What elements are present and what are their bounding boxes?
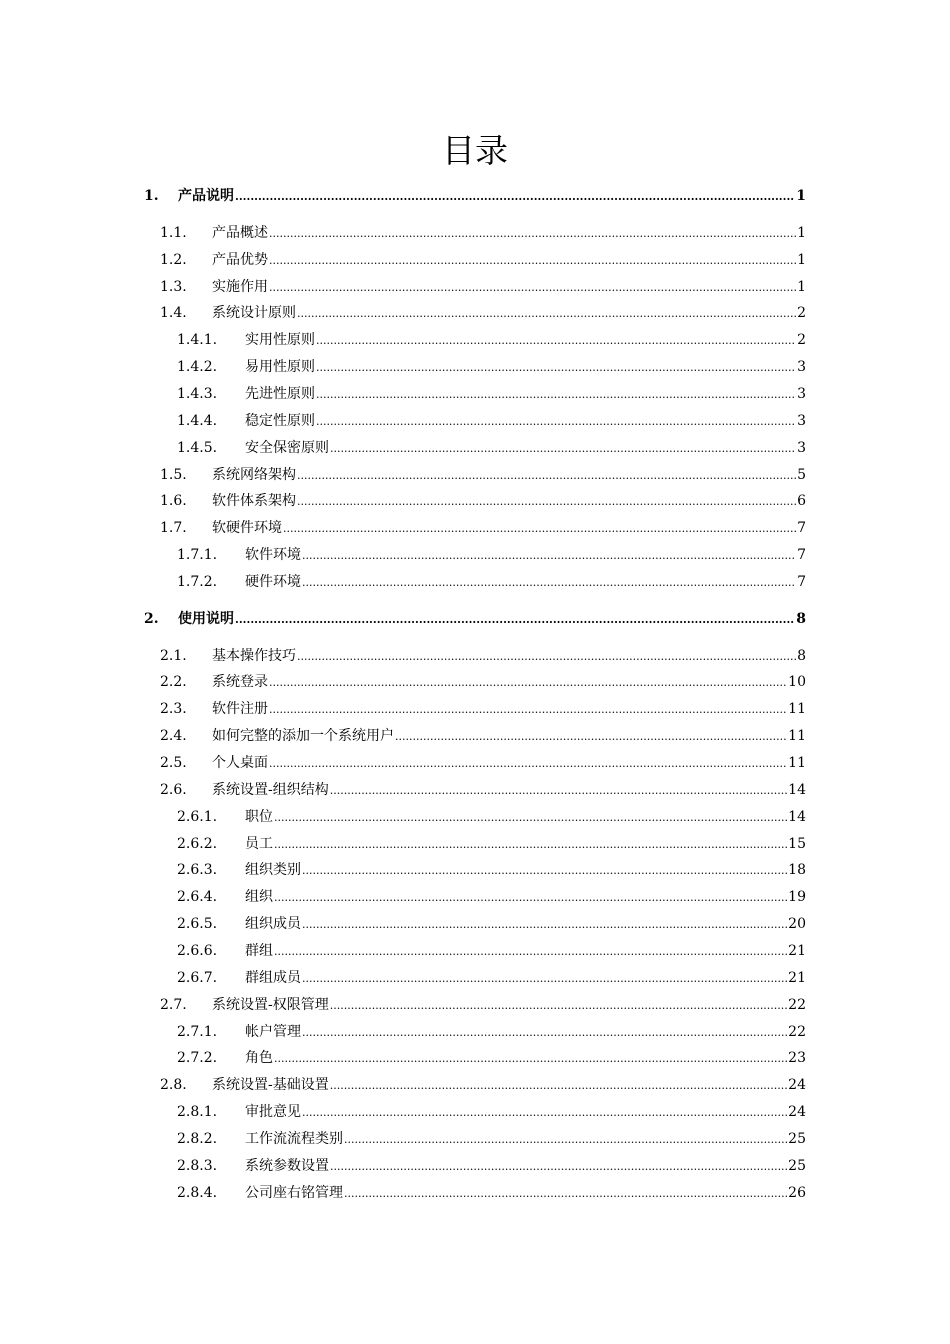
toc-entry-title: 稳定性原则 bbox=[245, 413, 315, 429]
toc-entry-number: 2.4. bbox=[160, 728, 187, 744]
toc-entry-title: 产品概述 bbox=[212, 225, 268, 241]
toc-entry-number: 1.7.2. bbox=[177, 574, 218, 590]
toc-entry[interactable] bbox=[177, 1128, 806, 1150]
toc-entry-title: 系统设置-组织结构 bbox=[212, 782, 329, 798]
toc-entry-title: 先进性原则 bbox=[245, 386, 315, 402]
toc-entry[interactable] bbox=[177, 383, 806, 405]
toc-dot-leader bbox=[330, 995, 787, 1017]
toc-entry-page-number: 11 bbox=[788, 755, 806, 771]
toc-entry[interactable] bbox=[177, 1182, 806, 1204]
toc-entry-page-number: 25 bbox=[788, 1158, 806, 1174]
toc-entry-title: 帐户管理 bbox=[245, 1024, 301, 1040]
toc-entry-page-number: 25 bbox=[788, 1131, 806, 1147]
toc-dot-leader bbox=[274, 887, 787, 909]
toc-entry[interactable] bbox=[177, 1047, 806, 1069]
toc-entry-page-number: 14 bbox=[788, 809, 806, 825]
toc-entry[interactable] bbox=[177, 833, 806, 855]
toc-entry[interactable] bbox=[177, 544, 806, 566]
toc-entry-title: 使用说明 bbox=[178, 611, 234, 627]
toc-entry[interactable] bbox=[160, 464, 806, 486]
toc-entry-number: 1.7. bbox=[160, 520, 187, 536]
toc-entry-page-number: 2 bbox=[797, 332, 806, 348]
toc-entry[interactable] bbox=[177, 410, 806, 432]
toc-dot-leader bbox=[344, 1183, 787, 1205]
toc-entry-page-number: 21 bbox=[788, 970, 806, 986]
toc-dot-leader bbox=[269, 250, 796, 272]
toc-entry[interactable] bbox=[160, 725, 806, 747]
toc-entry-page-number: 14 bbox=[788, 782, 806, 798]
toc-entry[interactable] bbox=[160, 276, 806, 298]
toc-dot-leader bbox=[330, 438, 796, 460]
toc-entry-title: 如何完整的添加一个系统用户 bbox=[212, 728, 394, 744]
toc-entry[interactable] bbox=[144, 185, 806, 207]
toc-entry-number: 1.4.3. bbox=[177, 386, 218, 402]
toc-entry-page-number: 3 bbox=[797, 359, 806, 375]
toc-entry-title: 组织 bbox=[245, 889, 273, 905]
toc-entry-number: 1.4.4. bbox=[177, 413, 218, 429]
toc-entry[interactable] bbox=[160, 222, 806, 244]
toc-dot-leader bbox=[297, 646, 796, 668]
toc-dot-leader bbox=[302, 968, 787, 990]
toc-entry-title: 硬件环境 bbox=[245, 574, 301, 590]
toc-entry-page-number: 8 bbox=[796, 611, 806, 627]
toc-entry-number: 2.7.1. bbox=[177, 1024, 218, 1040]
toc-entry-number: 2.1. bbox=[160, 648, 187, 664]
toc-entry-page-number: 6 bbox=[797, 493, 806, 509]
toc-entry-page-number: 21 bbox=[788, 943, 806, 959]
toc-dot-leader bbox=[235, 609, 795, 631]
toc-entry[interactable] bbox=[177, 913, 806, 935]
toc-entry-number: 1.4. bbox=[160, 305, 187, 321]
toc-entry[interactable] bbox=[160, 752, 806, 774]
toc-entry-page-number: 24 bbox=[788, 1077, 806, 1093]
toc-entry-page-number: 1 bbox=[797, 225, 806, 241]
toc-entry-number: 2.8.1. bbox=[177, 1104, 218, 1120]
toc-entry-number: 1.4.2. bbox=[177, 359, 218, 375]
toc-entry-number: 2.7.2. bbox=[177, 1050, 218, 1066]
toc-entry-page-number: 11 bbox=[788, 701, 806, 717]
toc-entry[interactable] bbox=[160, 302, 806, 324]
toc-entry-number: 2.8.3. bbox=[177, 1158, 218, 1174]
toc-dot-leader bbox=[316, 411, 796, 433]
toc-dot-leader bbox=[395, 726, 787, 748]
toc-entry-page-number: 7 bbox=[797, 574, 806, 590]
toc-dot-leader bbox=[302, 1022, 787, 1044]
toc-entry-page-number: 3 bbox=[797, 413, 806, 429]
toc-dot-leader bbox=[302, 914, 787, 936]
toc-entry-title: 实用性原则 bbox=[245, 332, 315, 348]
toc-entry-title: 公司座右铭管理 bbox=[245, 1185, 343, 1201]
toc-entry-title: 软件环境 bbox=[245, 547, 301, 563]
toc-entry[interactable] bbox=[160, 249, 806, 271]
toc-entry[interactable] bbox=[177, 1021, 806, 1043]
toc-entry[interactable] bbox=[160, 517, 806, 539]
toc-dot-leader bbox=[269, 277, 796, 299]
toc-entry-title: 实施作用 bbox=[212, 279, 268, 295]
toc-dot-leader bbox=[274, 1048, 787, 1070]
toc-entry[interactable] bbox=[177, 886, 806, 908]
toc-entry-page-number: 2 bbox=[797, 305, 806, 321]
toc-entry-page-number: 7 bbox=[797, 547, 806, 563]
toc-entry-number: 1. bbox=[144, 188, 159, 204]
toc-dot-leader bbox=[297, 303, 796, 325]
toc-entry-number: 2. bbox=[144, 611, 159, 627]
toc-entry-number: 2.6.6. bbox=[177, 943, 218, 959]
toc-dot-leader bbox=[274, 941, 787, 963]
toc-dot-leader bbox=[269, 223, 796, 245]
toc-entry-page-number: 18 bbox=[788, 862, 806, 878]
toc-dot-leader bbox=[297, 465, 796, 487]
toc-entry[interactable] bbox=[160, 779, 806, 801]
toc-entry-title: 系统设置-基础设置 bbox=[212, 1077, 329, 1093]
toc-entry[interactable] bbox=[160, 698, 806, 720]
toc-entry-title: 产品说明 bbox=[178, 188, 234, 204]
toc-dot-leader bbox=[330, 1075, 787, 1097]
toc-entry[interactable] bbox=[160, 994, 806, 1016]
toc-dot-leader bbox=[235, 186, 795, 208]
toc-entry-title: 系统登录 bbox=[212, 674, 268, 690]
toc-entry-number: 2.6.5. bbox=[177, 916, 218, 932]
toc-entry-page-number: 23 bbox=[788, 1050, 806, 1066]
toc-dot-leader bbox=[302, 860, 787, 882]
toc-entry-page-number: 3 bbox=[797, 386, 806, 402]
toc-entry-title: 群组 bbox=[245, 943, 273, 959]
toc-entry-title: 工作流流程类别 bbox=[245, 1131, 343, 1147]
toc-entry-title: 个人桌面 bbox=[212, 755, 268, 771]
toc-entry[interactable] bbox=[177, 1155, 806, 1177]
toc-entry-number: 1.4.1. bbox=[177, 332, 218, 348]
toc-dot-leader bbox=[269, 699, 787, 721]
toc-entry[interactable] bbox=[177, 1101, 806, 1123]
toc-entry-title: 系统参数设置 bbox=[245, 1158, 329, 1174]
toc-entry-number: 1.1. bbox=[160, 225, 187, 241]
toc-entry-title: 组织成员 bbox=[245, 916, 301, 932]
toc-entry-number: 1.5. bbox=[160, 467, 187, 483]
toc-entry-title: 系统网络架构 bbox=[212, 467, 296, 483]
toc-entry-page-number: 22 bbox=[788, 1024, 806, 1040]
toc-entry-title: 易用性原则 bbox=[245, 359, 315, 375]
toc-entry-page-number: 5 bbox=[797, 467, 806, 483]
page-title: 目录 bbox=[442, 131, 508, 170]
toc-entry-number: 1.2. bbox=[160, 252, 187, 268]
toc-entry[interactable] bbox=[160, 1074, 806, 1096]
toc-entry[interactable] bbox=[177, 940, 806, 962]
toc-dot-leader bbox=[274, 834, 787, 856]
toc-entry[interactable] bbox=[177, 967, 806, 989]
toc-entry-number: 2.6.1. bbox=[177, 809, 218, 825]
toc-entry-page-number: 3 bbox=[797, 440, 806, 456]
toc-dot-leader bbox=[316, 357, 796, 379]
toc-entry[interactable] bbox=[177, 806, 806, 828]
toc-entry-title: 组织类别 bbox=[245, 862, 301, 878]
toc-entry[interactable] bbox=[160, 671, 806, 693]
toc-dot-leader bbox=[330, 780, 787, 802]
toc-entry-title: 安全保密原则 bbox=[245, 440, 329, 456]
toc-entry-page-number: 19 bbox=[788, 889, 806, 905]
toc-entry-title: 群组成员 bbox=[245, 970, 301, 986]
toc-entry-title: 系统设置-权限管理 bbox=[212, 997, 329, 1013]
toc-entry-page-number: 20 bbox=[788, 916, 806, 932]
toc-entry-page-number: 15 bbox=[788, 836, 806, 852]
toc-entry-number: 2.5. bbox=[160, 755, 187, 771]
toc-entry-title: 软硬件环境 bbox=[212, 520, 282, 536]
toc-entry-number: 2.8.4. bbox=[177, 1185, 218, 1201]
toc-entry-title: 产品优势 bbox=[212, 252, 268, 268]
toc-entry-page-number: 1 bbox=[796, 188, 806, 204]
toc-entry-number: 2.2. bbox=[160, 674, 187, 690]
toc-entry[interactable] bbox=[177, 329, 806, 351]
toc-entry[interactable] bbox=[177, 437, 806, 459]
toc-entry-title: 审批意见 bbox=[245, 1104, 301, 1120]
toc-dot-leader bbox=[302, 1102, 787, 1124]
toc-dot-leader bbox=[297, 491, 796, 513]
toc-dot-leader bbox=[283, 518, 796, 540]
toc-entry[interactable] bbox=[177, 859, 806, 881]
toc-entry-title: 软件注册 bbox=[212, 701, 268, 717]
toc-entry-number: 2.6.3. bbox=[177, 862, 218, 878]
toc-entry-title: 基本操作技巧 bbox=[212, 648, 296, 664]
toc-entry-page-number: 26 bbox=[788, 1185, 806, 1201]
toc-dot-leader bbox=[274, 807, 787, 829]
toc-dot-leader bbox=[302, 545, 796, 567]
toc-entry-number: 1.6. bbox=[160, 493, 187, 509]
toc-entry-page-number: 10 bbox=[788, 674, 806, 690]
toc-entry-number: 2.3. bbox=[160, 701, 187, 717]
toc-entry-title: 软件体系架构 bbox=[212, 493, 296, 509]
toc-entry[interactable] bbox=[160, 645, 806, 667]
toc-entry-number: 2.8. bbox=[160, 1077, 187, 1093]
toc-entry-title: 员工 bbox=[245, 836, 273, 852]
toc-dot-leader bbox=[330, 1156, 787, 1178]
toc-entry-number: 2.6. bbox=[160, 782, 187, 798]
toc-entry-page-number: 7 bbox=[797, 520, 806, 536]
toc-entry-title: 职位 bbox=[245, 809, 273, 825]
toc-entry-title: 系统设计原则 bbox=[212, 305, 296, 321]
toc-dot-leader bbox=[344, 1129, 787, 1151]
toc-dot-leader bbox=[302, 572, 796, 594]
toc-entry-number: 2.6.7. bbox=[177, 970, 218, 986]
toc-entry-number: 2.7. bbox=[160, 997, 187, 1013]
toc-entry-number: 1.3. bbox=[160, 279, 187, 295]
toc-dot-leader bbox=[316, 330, 796, 352]
toc-entry-title: 角色 bbox=[245, 1050, 273, 1066]
toc-dot-leader bbox=[269, 753, 787, 775]
toc-entry-number: 1.7.1. bbox=[177, 547, 218, 563]
toc-entry-page-number: 1 bbox=[797, 279, 806, 295]
toc-entry-page-number: 24 bbox=[788, 1104, 806, 1120]
toc-entry-page-number: 1 bbox=[797, 252, 806, 268]
toc-entry[interactable] bbox=[144, 608, 806, 630]
toc-entry[interactable] bbox=[177, 571, 806, 593]
toc-entry-page-number: 22 bbox=[788, 997, 806, 1013]
toc-entry-page-number: 11 bbox=[788, 728, 806, 744]
toc-entry-number: 2.8.2. bbox=[177, 1131, 218, 1147]
toc-entry[interactable] bbox=[177, 356, 806, 378]
toc-entry-page-number: 8 bbox=[797, 648, 806, 664]
toc-entry-number: 2.6.2. bbox=[177, 836, 218, 852]
toc-entry-number: 2.6.4. bbox=[177, 889, 218, 905]
toc-dot-leader bbox=[269, 672, 787, 694]
toc-dot-leader bbox=[316, 384, 796, 406]
toc-entry[interactable] bbox=[160, 490, 806, 512]
toc-entry-number: 1.4.5. bbox=[177, 440, 218, 456]
